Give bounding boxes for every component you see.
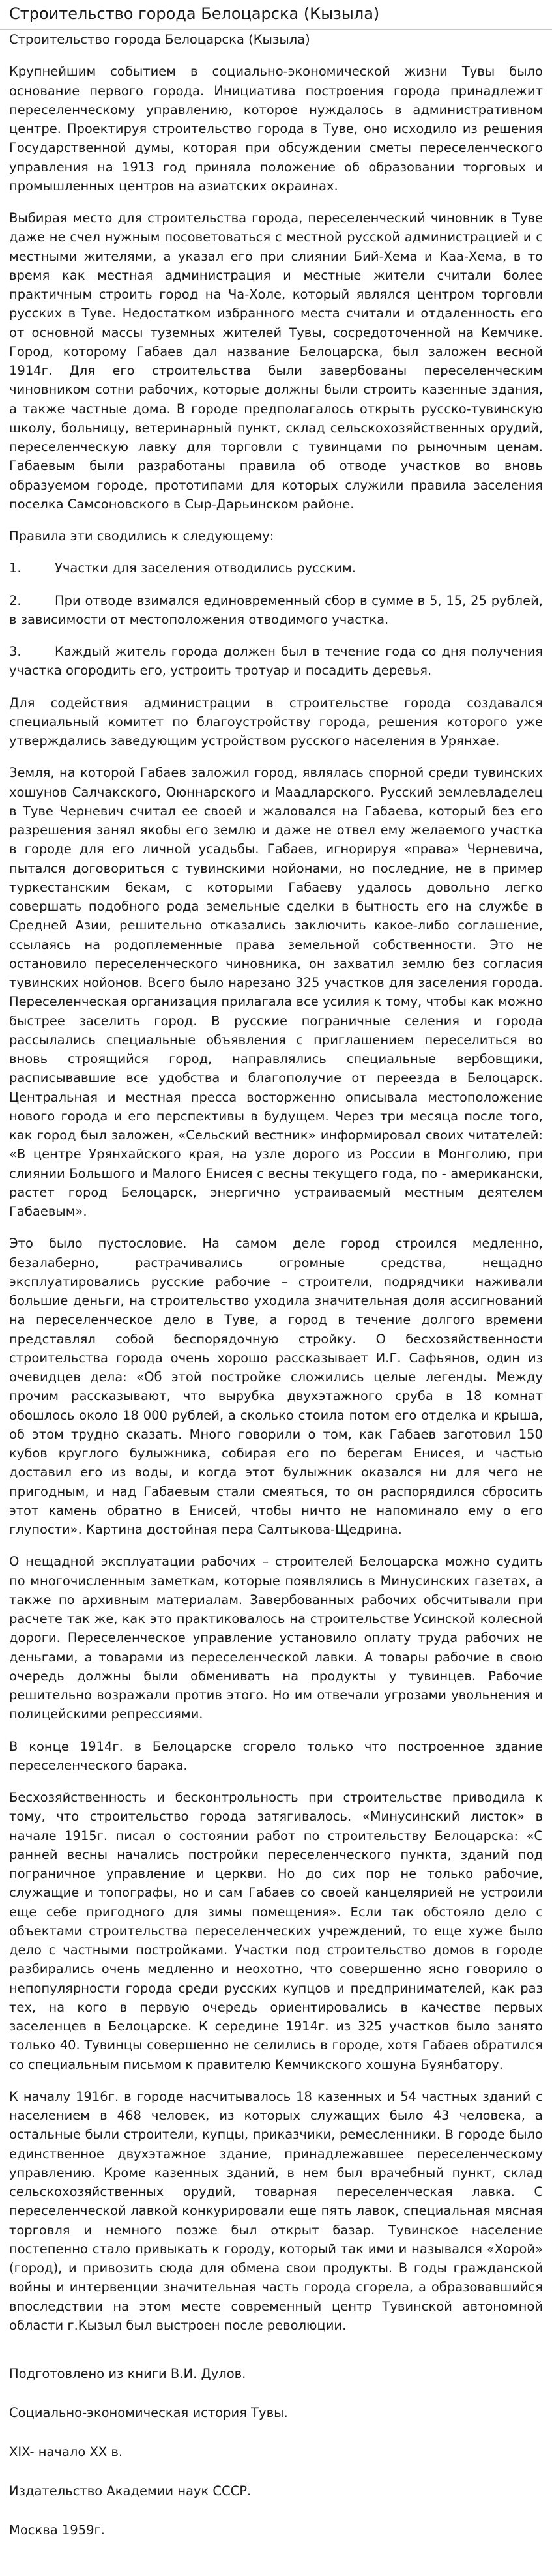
paragraph: Это было пустословие. На самом деле город строился медленно, безалаберно, растрачивались огромные средства, нещадно эксплуатировались русские рабочие – строители, подрядчики наживали большие деньги, на строительство уходила значительная доля ассигнований на переселенческое дело в Туве, а город в течение долгого времени представлял собой беспорядочную стройку. О бесхозяйственности строительства города очень хорошо рассказывает И.Г. Сафьянов, один из очевидцев дела: «Об этой постройке сложились целые легенды. Между прочим рассказывают, что вырубка двухэтажного сруба в 18 комнат обошлось около 18 000 рублей, а сколько стоила потом его отделка и крыша, об этом трудно сказать. Много говорили о том, как Габаев заготовил 150 кубов круглого булыжника, собирая его по берегам Енисея, и частью доставил его из воды, и когда этот булыжник оказался ни для чего не пригодным, и над Габаевым стали смеяться, то он распорядился сбросить этот камень обратно в Енисей, чтобы ничто не напоминало ему о его глупости». Картина достойная пера Салтыкова-Щедрина. xyxy=(9,1236,543,1538)
signature-line: XIX- начало XX в. xyxy=(9,2444,123,2460)
rule-number: 3. xyxy=(9,644,22,660)
rule-item xyxy=(9,642,543,681)
rule-text: При отводе взимался единовременный сбор в сумме в 5, 15, 25 рублей, в зависимости от местоположения отводимого участка. xyxy=(9,593,543,627)
paragraph: О нещадной эксплуатации рабочих – строителей Белоцарска можно судить по многочисленным заметкам, которые появлялись в Минусинских газетах, а также по архивным материалам. Завербованных рабочих обсчитывали при расчете так же, как это практиковалось на строительстве Усинской колесной дороги. Переселенческое управление установило оплату труда рабочих не деньгами, а товарами из переселенческой лавки. А товары рабочие в свою очередь должны были обменивать на продукты у тувинцев. Рабочие решительно возражали против этого. Но им отвечали угрозами увольнения и полицейскими репрессиями. xyxy=(9,1554,543,1722)
document-body xyxy=(9,30,543,2543)
signature-line: Социально-экономическая история Тувы. xyxy=(9,2405,288,2421)
paragraph: В конце 1914г. в Белоцарске сгорело только что построенное здание переселенческого барака. xyxy=(9,1738,543,1773)
rule-item xyxy=(9,591,543,630)
paragraph: Земля, на которой Габаев заложил город, являлась спорной среди тувинских хошунов Салчакского, Оюннарского и Маадларского. Русский землевладелец в Туве Черневич считал ее своей и жаловался на Габаева, который без его разрешения занял якобы его землю и даже не отвел ему желаемого участка в городе для его личной усадьбы. Габаев, игнорируя «права» Черневича, пытался договориться с тувинскими нойонами, но последние, не в пример туркестанским бекам, с которыми Габаеву удалось довольно легко совершать подобного рода земельные сделки в бытность его на службе в Средней Азии, решительно отказались заключить какое-либо соглашение, ссылаясь на родоплеменные права земельной собственности. Это не остановило переселенческого чиновника, он захватил землю без согласия тувинских нойонов. Всего было нарезано 325 участков для заселения города. Переселенческая организация прилагала все усилия к тому, чтобы как можно быстрее заселить город. В русские пограничные селения и города рассылались специальные объявления с приглашением переселиться во вновь строящийся город, направлялись специальные вербовщики, расписывавшие все удобства и благополучие от переезда в Белоцарск. Центральная и местная пресса восторженно описывала местоположение нового города и его перспективы в будущем. Через три месяца после того, как город был заложен, «Сельский вестник» информировал своих читателей: «В центре Урянхайского края, на узле дорого из России в Монголию, при слиянии Большого и Малого Енисея с весны текущего года, по - американски, растет город Белоцарск, энергично устраиваемый местным деятелем Габаевым». xyxy=(9,765,543,1220)
signature-line: Москва 1959г. xyxy=(9,2523,105,2538)
rule-item xyxy=(9,559,543,578)
window-title: Строительство города Белоцарска (Кызыла) xyxy=(9,5,380,23)
paragraph: Правила эти сводились к следующему: xyxy=(9,529,274,544)
rule-number: 2. xyxy=(9,593,22,608)
paragraph: К началу 1916г. в городе насчитывалось 18 казенных и 54 частных зданий с населением в 468 человек, из которых служащих было 43 человека, а остальные были строители, купцы, приказчики, ремесленники. В городе было единственное двухэтажное здание, принадлежавшее переселенческому управлению. Кроме казенных зданий, в нем был врачебный пункт, склад сельскохозяйственных орудий, товарная переселенческая лавка. С переселенческой лавкой конкурировали еще пять лавок, специальная мясная торговля и немного позже был открыт базар. Тувинское население постепенно стало привыкать к городу, который так ими и назывался «Хорой» (город), и привозить сюда для обмена свои продукты. В годы гражданской войны и интервенции значительная часть города сгорела, а образовавшийся впоследствии на этом месте современный центр Тувинской автономной области г.Кызыл был выстроен после революции. xyxy=(9,2088,543,2333)
rule-text: Участки для заселения отводились русским. xyxy=(55,561,356,576)
rule-text: Каждый житель города должен был в течение года со дня получения участка огородить его, устроить тротуар и посадить деревья. xyxy=(9,644,543,679)
paragraph: Для содействия администрации в строительстве города создавался специальный комитет по благоустройству города, решения которого уже утверждались заведующим устройством русского населения в Урянхае. xyxy=(9,695,543,749)
document-title: Строительство города Белоцарска (Кызыла) xyxy=(9,32,310,48)
paragraph: Бесхозяйственность и бесконтрольность при строительстве приводила к тому, что строительство города затягивалось. «Минусинский листок» в начале 1915г. писал о состоянии работ по строительству Белоцарска: «С ранней весны начались постройки переселенческого пункта, зданий под пограничное управление и церкви. Но до сих пор не только рабочие, служащие и топографы, но и сам Габаев со своей канцелярией не устроили еще себе пригодного для зимы помещения». Если так обстояло дело с объектами строительства переселенческих учреждений, то еще хуже было дело с частными постройками. Участки под строительство домов в городе разбирались очень медленно и неохотно, что совершенно ясно говорило о непопулярности города среди русских купцов и предпринимателей, как раз тех, на кого в первую очередь ориентировались в качестве первых заселенцев в Белоцарске. К середине 1914г. из 325 участков было занято только 40. Тувинцы совершенно не селились в городе, хотя Габаев обратился со специальным письмом к правителю Кемчикского хошуна Буянбатору. xyxy=(9,1790,543,2072)
source-signature xyxy=(9,2361,543,2543)
rule-number: 1. xyxy=(9,561,22,576)
signature-line: Издательство Академии наук СССР. xyxy=(9,2483,252,2499)
paragraph: Крупнейшим событием в социально-экономической жизни Тувы было основание первого города. Инициатива построения города принадлежит переселенческому управлению, которое нуждалось в административном центре. Проектируя строительство города в Туве, оно исходило из решения Государственной думы, которая при обсуждении сметы переселенческого управления на 1913 год приняла положение об образовании торговых и промышленных центров на азиатских окраинах. xyxy=(9,64,543,194)
signature-line: Подготовлено из книги В.И. Дулов. xyxy=(9,2366,246,2382)
paragraph: Выбирая место для строительства города, переселенческий чиновник в Туве даже не счел нужным посоветоваться с местной русской администрацией и с местными жителями, а указал его при слиянии Бий-Хема и Каа-Хема, в то время как местная администрация и местные жители считали более практичным строить город на Ча-Холе, который являлся центром торговли русских в Туве. Недостатком избранного места считали и отдаленность его от основной массы туземных жителей Тувы, сосредоточенной на Кемчике. Город, которому Габаев дал название Белоцарска, был заложен весной 1914г. Для его строительства были завербованы переселенческим чиновником сотни рабочих, которые должны были строить казенные здания, а также частные дома. В городе предполагалось открыть русско-тувинскую школу, больницу, ветеринарный пункт, склад сельскохозяйственных орудий, переселенческую лавку для торговли с тувинцами по рыночным ценам. Габаевым были разработаны правила об отводе участков во вновь образуемом городе, прототипами для которых служили правила заселения поселка Самсоновского в Сыр-Дарьинском районе. xyxy=(9,211,543,512)
